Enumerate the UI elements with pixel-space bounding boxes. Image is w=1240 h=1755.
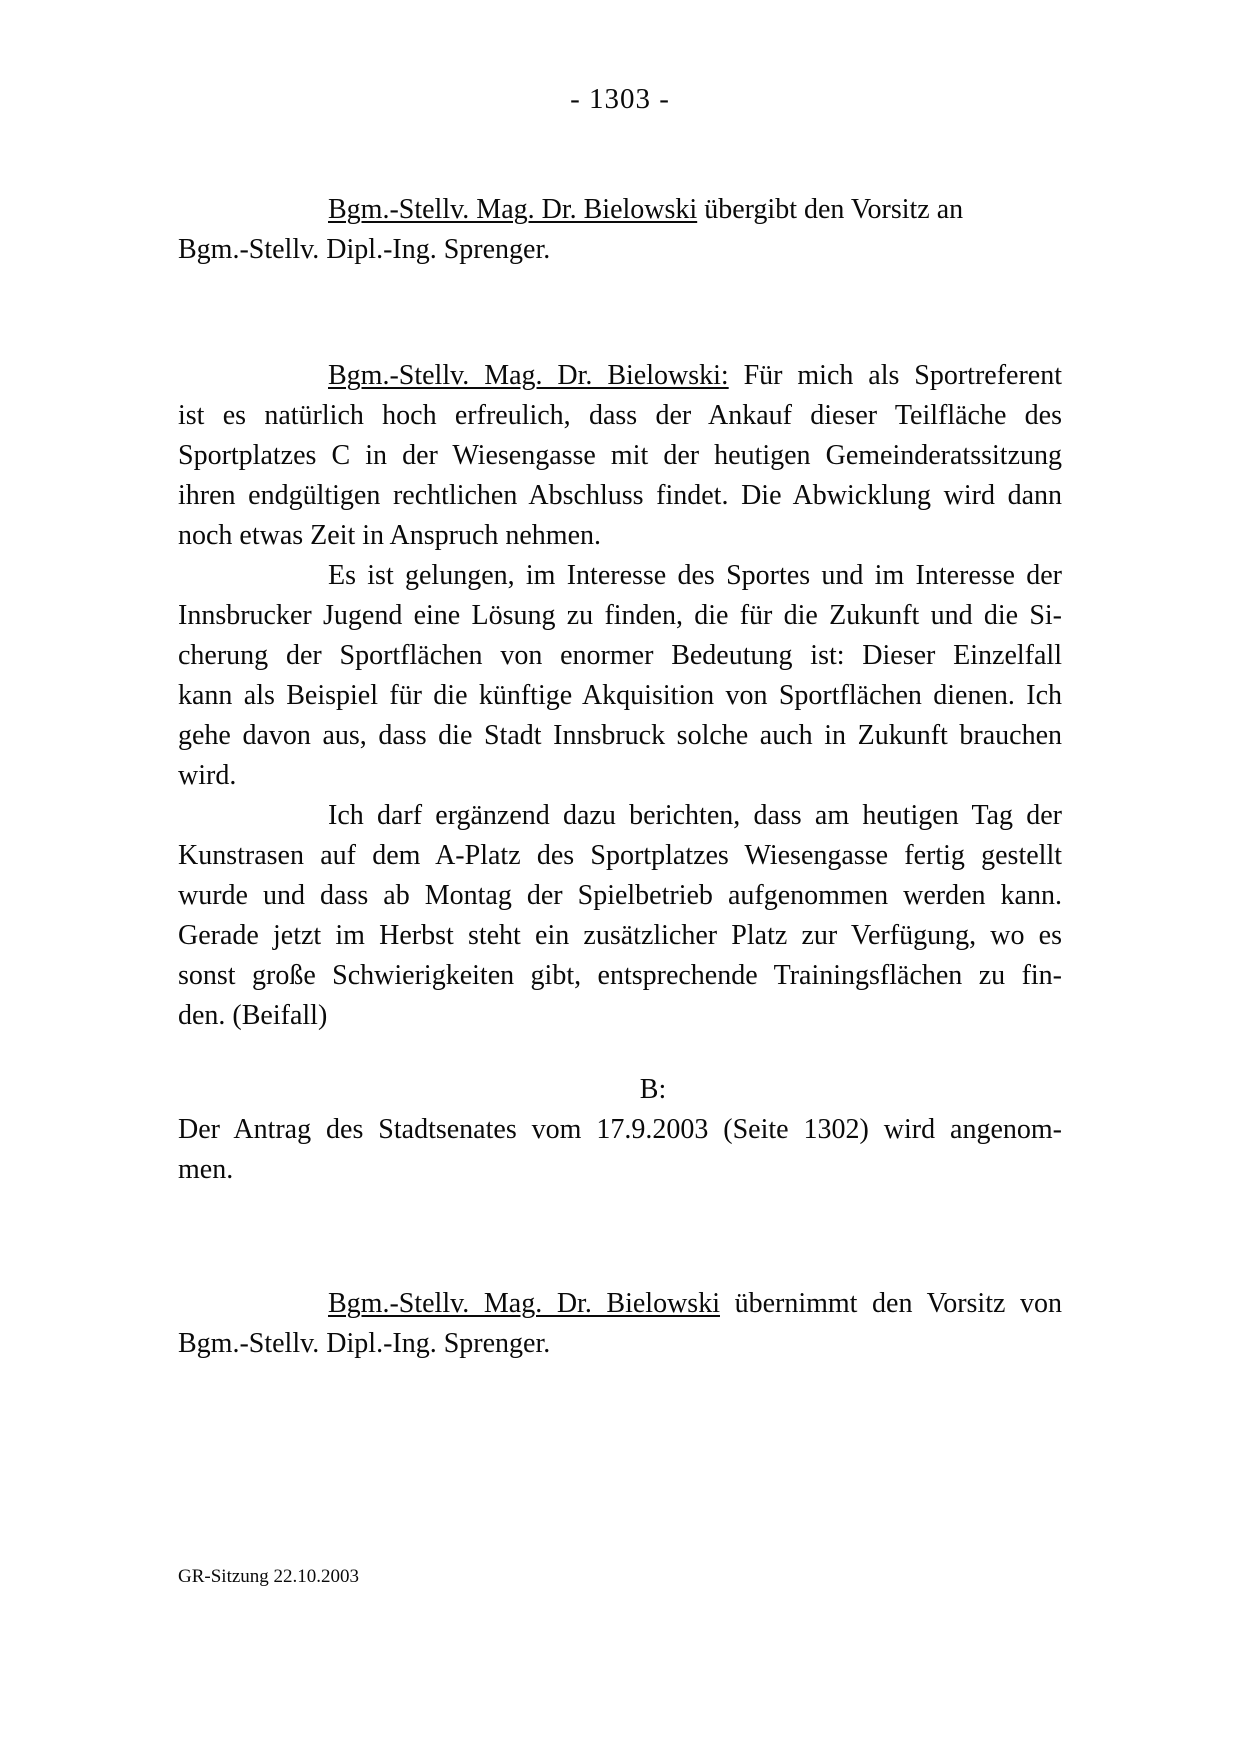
resolution-label: B: bbox=[639, 1074, 667, 1105]
text-line bbox=[178, 396, 1062, 436]
text-segment: ist es natürlich hoch erfreulich, dass der Ankauf dieser Teilfläche des bbox=[178, 400, 1062, 431]
text-segment: Gerade jetzt im Herbst steht ein zusätzlicher Platz zur Verfügung, wo es bbox=[178, 920, 1062, 951]
text-line bbox=[178, 1110, 1062, 1150]
text-segment: noch etwas Zeit in Anspruch nehmen. bbox=[178, 520, 602, 551]
text-segment: men. bbox=[178, 1154, 234, 1185]
text-line bbox=[178, 356, 1062, 396]
bielowski-speech-part-1 bbox=[178, 356, 1062, 556]
text-segment: kann als Beispiel für die künftige Akquisition von Sportflächen dienen. Ich bbox=[178, 680, 1062, 711]
text-segment: Es ist gelungen, im Interesse des Sportes und im Interesse der bbox=[328, 560, 1062, 591]
text-line bbox=[178, 756, 1062, 796]
text-segment: wird. bbox=[178, 760, 237, 791]
bielowski-speech-part-2 bbox=[178, 556, 1062, 796]
text-line bbox=[178, 956, 1062, 996]
text-segment: sonst große Schwierigkeiten gibt, entsprechende Trainingsflächen zu fin- bbox=[178, 960, 1062, 991]
document-body bbox=[178, 190, 1062, 1364]
text-line bbox=[178, 676, 1062, 716]
text-segment: Sportplatzes C in der Wiesengasse mit der heutigen Gemeinderatssitzung bbox=[178, 440, 1062, 471]
speaker-name: Bgm.-Stellv. Mag. Dr. Bielowski bbox=[328, 1288, 720, 1319]
text-line bbox=[178, 716, 1062, 756]
text-segment: cherung der Sportflächen von enormer Bedeutung ist: Dieser Einzelfall bbox=[178, 640, 1062, 671]
bielowski-speech-part-3 bbox=[178, 796, 1062, 1036]
footer-text: GR-Sitzung 22.10.2003 bbox=[178, 1566, 360, 1587]
text-segment: den. (Beifall) bbox=[178, 1000, 328, 1031]
text-segment: Kunstrasen auf dem A-Platz des Sportplatzes Wiesengasse fertig gestellt bbox=[178, 840, 1062, 871]
resolution-text bbox=[178, 1110, 1062, 1190]
text-line bbox=[178, 436, 1062, 476]
text-line bbox=[178, 996, 1062, 1036]
text-segment: Bgm.-Stellv. Dipl.-Ing. Sprenger. bbox=[178, 234, 551, 265]
speaker-name: Bgm.-Stellv. Mag. Dr. Bielowski bbox=[328, 194, 698, 225]
text-line bbox=[178, 916, 1062, 956]
text-line bbox=[178, 476, 1062, 516]
speaker-name: Bgm.-Stellv. Mag. Dr. Bielowski: bbox=[328, 360, 729, 391]
text-line bbox=[178, 1284, 1062, 1324]
text-segment: Der Antrag des Stadtsenates vom 17.9.2003 (Seite 1302) wird angenom- bbox=[178, 1114, 1062, 1145]
text-segment: Für mich als Sportreferent bbox=[728, 360, 1063, 391]
text-line bbox=[178, 636, 1062, 676]
text-segment: wurde und dass ab Montag der Spielbetrieb aufgenommen werden kann. bbox=[178, 880, 1062, 911]
text-line bbox=[178, 516, 1062, 556]
text-segment: übergibt den Vorsitz an bbox=[697, 194, 964, 225]
text-line bbox=[178, 1324, 1062, 1364]
text-segment: übernimmt den Vorsitz von bbox=[719, 1288, 1062, 1319]
text-segment: Innsbrucker Jugend eine Lösung zu finden, die für die Zukunft und die Si- bbox=[178, 600, 1062, 631]
text-segment: gehe davon aus, dass die Stadt Innsbruck solche auch in Zukunft brauchen bbox=[178, 720, 1062, 751]
text-line bbox=[178, 836, 1062, 876]
text-line bbox=[178, 876, 1062, 916]
text-line bbox=[178, 556, 1062, 596]
text-segment: Ich darf ergänzend dazu berichten, dass am heutigen Tag der bbox=[328, 800, 1062, 831]
handover-back-to-bielowski bbox=[178, 1284, 1062, 1364]
text-line bbox=[178, 190, 1062, 230]
text-line bbox=[178, 796, 1062, 836]
text-segment: Bgm.-Stellv. Dipl.-Ing. Sprenger. bbox=[178, 1328, 551, 1359]
text-line bbox=[178, 230, 1062, 270]
text-line bbox=[178, 596, 1062, 636]
text-segment: ihren endgültigen rechtlichen Abschluss findet. Die Abwicklung wird dann bbox=[178, 480, 1062, 511]
page-number: - 1303 - bbox=[570, 83, 670, 115]
text-line bbox=[178, 1150, 1062, 1190]
handover-to-sprenger bbox=[178, 190, 1062, 270]
